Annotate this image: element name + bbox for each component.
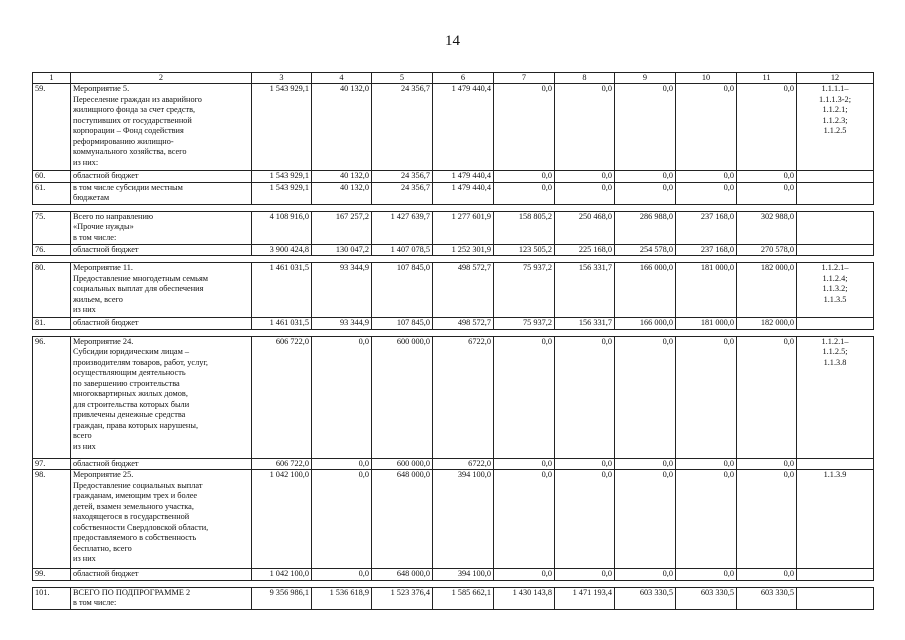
value-col-3: 1 461 031,5 bbox=[252, 318, 312, 330]
value-col-8: 156 331,7 bbox=[555, 318, 615, 330]
value-col-9: 0,0 bbox=[615, 336, 676, 458]
value-col-11: 0,0 bbox=[737, 84, 797, 171]
value-col-10: 237 168,0 bbox=[676, 244, 737, 256]
row-name: Мероприятие 25. Предоставление социальных выплат гражданам, имеющим трех и более детей, взамен земельного участка, находящегося в государственной собственности Свердловской области, предоставляемого в собственность бесплатно, всего из них bbox=[71, 470, 252, 569]
program-table bbox=[32, 72, 874, 610]
value-col-4: 130 047,2 bbox=[312, 244, 372, 256]
table-row bbox=[33, 458, 874, 470]
value-col-4: 0,0 bbox=[312, 569, 372, 581]
value-col-11: 302 988,0 bbox=[737, 211, 797, 244]
value-col-8: 0,0 bbox=[555, 336, 615, 458]
value-col-7: 0,0 bbox=[494, 182, 555, 204]
table-row bbox=[33, 211, 874, 244]
value-col-7: 158 805,2 bbox=[494, 211, 555, 244]
value-col-3: 4 108 916,0 bbox=[252, 211, 312, 244]
row-number: 59. bbox=[33, 84, 71, 171]
value-col-11: 0,0 bbox=[737, 336, 797, 458]
value-col-7: 123 505,2 bbox=[494, 244, 555, 256]
value-col-5: 648 000,0 bbox=[372, 569, 433, 581]
column-header-12: 12 bbox=[797, 73, 874, 84]
value-col-7: 75 937,2 bbox=[494, 263, 555, 318]
value-col-7: 75 937,2 bbox=[494, 318, 555, 330]
value-col-7: 0,0 bbox=[494, 470, 555, 569]
gap-cell bbox=[33, 204, 874, 211]
column-header-1: 1 bbox=[33, 73, 71, 84]
value-col-10: 0,0 bbox=[676, 470, 737, 569]
table-row bbox=[33, 470, 874, 569]
value-col-5: 648 000,0 bbox=[372, 470, 433, 569]
table-row bbox=[33, 84, 874, 171]
value-col-4: 1 536 618,9 bbox=[312, 587, 372, 609]
value-col-8: 156 331,7 bbox=[555, 263, 615, 318]
value-col-9: 603 330,5 bbox=[615, 587, 676, 609]
row-number: 81. bbox=[33, 318, 71, 330]
table-row bbox=[33, 569, 874, 581]
value-col-4: 93 344,9 bbox=[312, 318, 372, 330]
value-col-4: 0,0 bbox=[312, 470, 372, 569]
value-col-6: 498 572,7 bbox=[433, 263, 494, 318]
value-col-4: 167 257,2 bbox=[312, 211, 372, 244]
value-col-7: 0,0 bbox=[494, 336, 555, 458]
column-header-2: 2 bbox=[71, 73, 252, 84]
value-col-5: 107 845,0 bbox=[372, 263, 433, 318]
row-name: в том числе субсидии местным бюджетам bbox=[71, 182, 252, 204]
row-name: Мероприятие 5. Переселение граждан из аварийного жилищного фонда за счет средств, поступивших от государственной корпорации – Фонд содействия реформированию жилищно- коммунального хозяйства, всего из них: bbox=[71, 84, 252, 171]
value-col-10: 181 000,0 bbox=[676, 318, 737, 330]
value-col-4: 40 132,0 bbox=[312, 171, 372, 183]
value-col-4: 0,0 bbox=[312, 336, 372, 458]
value-col-4: 40 132,0 bbox=[312, 182, 372, 204]
row-number: 96. bbox=[33, 336, 71, 458]
value-col-7: 0,0 bbox=[494, 458, 555, 470]
value-col-8: 250 468,0 bbox=[555, 211, 615, 244]
value-col-7: 1 430 143,8 bbox=[494, 587, 555, 609]
value-col-3: 1 461 031,5 bbox=[252, 263, 312, 318]
value-col-8: 0,0 bbox=[555, 458, 615, 470]
value-col-11: 182 000,0 bbox=[737, 318, 797, 330]
table-row bbox=[33, 336, 874, 458]
target-code bbox=[797, 244, 874, 256]
column-header-4: 4 bbox=[312, 73, 372, 84]
value-col-10: 237 168,0 bbox=[676, 211, 737, 244]
value-col-3: 1 042 100,0 bbox=[252, 470, 312, 569]
target-code: 1.1.3.9 bbox=[797, 470, 874, 569]
table-row bbox=[33, 587, 874, 609]
column-header-10: 10 bbox=[676, 73, 737, 84]
value-col-4: 93 344,9 bbox=[312, 263, 372, 318]
row-name: ВСЕГО ПО ПОДПРОГРАММЕ 2 в том числе: bbox=[71, 587, 252, 609]
value-col-9: 0,0 bbox=[615, 84, 676, 171]
value-col-6: 394 100,0 bbox=[433, 470, 494, 569]
value-col-9: 286 988,0 bbox=[615, 211, 676, 244]
target-code: 1.1.2.1– 1.1.2.4; 1.1.3.2; 1.1.3.5 bbox=[797, 263, 874, 318]
table-row bbox=[33, 182, 874, 204]
value-col-6: 394 100,0 bbox=[433, 569, 494, 581]
column-header-11: 11 bbox=[737, 73, 797, 84]
value-col-7: 0,0 bbox=[494, 171, 555, 183]
value-col-9: 166 000,0 bbox=[615, 318, 676, 330]
value-col-10: 0,0 bbox=[676, 458, 737, 470]
target-code bbox=[797, 171, 874, 183]
value-col-3: 606 722,0 bbox=[252, 458, 312, 470]
value-col-6: 1 585 662,1 bbox=[433, 587, 494, 609]
value-col-5: 1 523 376,4 bbox=[372, 587, 433, 609]
value-col-8: 0,0 bbox=[555, 569, 615, 581]
value-col-9: 0,0 bbox=[615, 458, 676, 470]
value-col-7: 0,0 bbox=[494, 569, 555, 581]
target-code bbox=[797, 458, 874, 470]
value-col-9: 166 000,0 bbox=[615, 263, 676, 318]
row-name: областной бюджет bbox=[71, 318, 252, 330]
row-number: 99. bbox=[33, 569, 71, 581]
value-col-5: 1 427 639,7 bbox=[372, 211, 433, 244]
target-code: 1.1.1.1– 1.1.1.3-2; 1.1.2.1; 1.1.2.3; 1.1.2.5 bbox=[797, 84, 874, 171]
value-col-5: 107 845,0 bbox=[372, 318, 433, 330]
row-number: 60. bbox=[33, 171, 71, 183]
target-code bbox=[797, 182, 874, 204]
value-col-10: 0,0 bbox=[676, 84, 737, 171]
row-name: областной бюджет bbox=[71, 171, 252, 183]
column-header-7: 7 bbox=[494, 73, 555, 84]
value-col-9: 0,0 bbox=[615, 569, 676, 581]
value-col-9: 0,0 bbox=[615, 171, 676, 183]
header-row bbox=[33, 73, 874, 84]
value-col-3: 1 543 929,1 bbox=[252, 182, 312, 204]
column-header-3: 3 bbox=[252, 73, 312, 84]
value-col-3: 3 900 424,8 bbox=[252, 244, 312, 256]
value-col-11: 0,0 bbox=[737, 458, 797, 470]
value-col-4: 0,0 bbox=[312, 458, 372, 470]
target-code bbox=[797, 587, 874, 609]
value-col-6: 1 479 440,4 bbox=[433, 84, 494, 171]
value-col-10: 0,0 bbox=[676, 336, 737, 458]
value-col-9: 0,0 bbox=[615, 470, 676, 569]
row-number: 75. bbox=[33, 211, 71, 244]
gap-cell bbox=[33, 329, 874, 336]
value-col-9: 0,0 bbox=[615, 182, 676, 204]
value-col-5: 600 000,0 bbox=[372, 458, 433, 470]
value-col-6: 1 479 440,4 bbox=[433, 182, 494, 204]
value-col-7: 0,0 bbox=[494, 84, 555, 171]
column-header-8: 8 bbox=[555, 73, 615, 84]
row-name: областной бюджет bbox=[71, 244, 252, 256]
row-gap bbox=[33, 580, 874, 587]
row-gap bbox=[33, 329, 874, 336]
row-gap bbox=[33, 204, 874, 211]
value-col-11: 0,0 bbox=[737, 569, 797, 581]
value-col-4: 40 132,0 bbox=[312, 84, 372, 171]
page-number: 14 bbox=[445, 33, 460, 49]
value-col-8: 0,0 bbox=[555, 84, 615, 171]
row-number: 98. bbox=[33, 470, 71, 569]
target-code: 1.1.2.1– 1.1.2.5; 1.1.3.8 bbox=[797, 336, 874, 458]
gap-cell bbox=[33, 256, 874, 263]
table-row bbox=[33, 318, 874, 330]
table-row bbox=[33, 263, 874, 318]
value-col-9: 254 578,0 bbox=[615, 244, 676, 256]
target-code bbox=[797, 211, 874, 244]
table-row bbox=[33, 244, 874, 256]
row-number: 101. bbox=[33, 587, 71, 609]
value-col-3: 1 543 929,1 bbox=[252, 84, 312, 171]
row-name: областной бюджет bbox=[71, 569, 252, 581]
value-col-6: 6722,0 bbox=[433, 336, 494, 458]
value-col-8: 225 168,0 bbox=[555, 244, 615, 256]
value-col-11: 0,0 bbox=[737, 171, 797, 183]
value-col-6: 1 277 601,9 bbox=[433, 211, 494, 244]
value-col-11: 603 330,5 bbox=[737, 587, 797, 609]
value-col-10: 0,0 bbox=[676, 569, 737, 581]
value-col-5: 600 000,0 bbox=[372, 336, 433, 458]
value-col-3: 1 543 929,1 bbox=[252, 171, 312, 183]
row-number: 97. bbox=[33, 458, 71, 470]
row-number: 61. bbox=[33, 182, 71, 204]
row-name: Всего по направлению «Прочие нужды» в том числе: bbox=[71, 211, 252, 244]
value-col-8: 0,0 bbox=[555, 182, 615, 204]
column-header-5: 5 bbox=[372, 73, 433, 84]
value-col-8: 1 471 193,4 bbox=[555, 587, 615, 609]
target-code bbox=[797, 569, 874, 581]
column-header-6: 6 bbox=[433, 73, 494, 84]
value-col-3: 9 356 986,1 bbox=[252, 587, 312, 609]
value-col-11: 270 578,0 bbox=[737, 244, 797, 256]
value-col-10: 181 000,0 bbox=[676, 263, 737, 318]
table-row bbox=[33, 171, 874, 183]
value-col-10: 0,0 bbox=[676, 171, 737, 183]
target-code bbox=[797, 318, 874, 330]
row-number: 76. bbox=[33, 244, 71, 256]
gap-cell bbox=[33, 580, 874, 587]
value-col-5: 24 356,7 bbox=[372, 182, 433, 204]
value-col-3: 606 722,0 bbox=[252, 336, 312, 458]
row-gap bbox=[33, 256, 874, 263]
value-col-10: 0,0 bbox=[676, 182, 737, 204]
value-col-5: 24 356,7 bbox=[372, 84, 433, 171]
value-col-11: 0,0 bbox=[737, 470, 797, 569]
value-col-6: 1 479 440,4 bbox=[433, 171, 494, 183]
row-name: Мероприятие 11. Предоставление многодетным семьям социальных выплат для обеспечения жильем, всего из них bbox=[71, 263, 252, 318]
value-col-3: 1 042 100,0 bbox=[252, 569, 312, 581]
value-col-5: 24 356,7 bbox=[372, 171, 433, 183]
column-header-9: 9 bbox=[615, 73, 676, 84]
row-name: областной бюджет bbox=[71, 458, 252, 470]
value-col-10: 603 330,5 bbox=[676, 587, 737, 609]
value-col-6: 498 572,7 bbox=[433, 318, 494, 330]
value-col-5: 1 407 078,5 bbox=[372, 244, 433, 256]
value-col-11: 0,0 bbox=[737, 182, 797, 204]
row-number: 80. bbox=[33, 263, 71, 318]
value-col-6: 6722,0 bbox=[433, 458, 494, 470]
value-col-8: 0,0 bbox=[555, 171, 615, 183]
value-col-11: 182 000,0 bbox=[737, 263, 797, 318]
row-name: Мероприятие 24. Субсидии юридическим лицам – производителям товаров, работ, услуг, осуществляющим деятельность по завершению строительства многоквартирных жилых домов, для строительства которых были привлечены денежные средства граждан, права которых нарушены, всего из них bbox=[71, 336, 252, 458]
value-col-6: 1 252 301,9 bbox=[433, 244, 494, 256]
value-col-8: 0,0 bbox=[555, 470, 615, 569]
